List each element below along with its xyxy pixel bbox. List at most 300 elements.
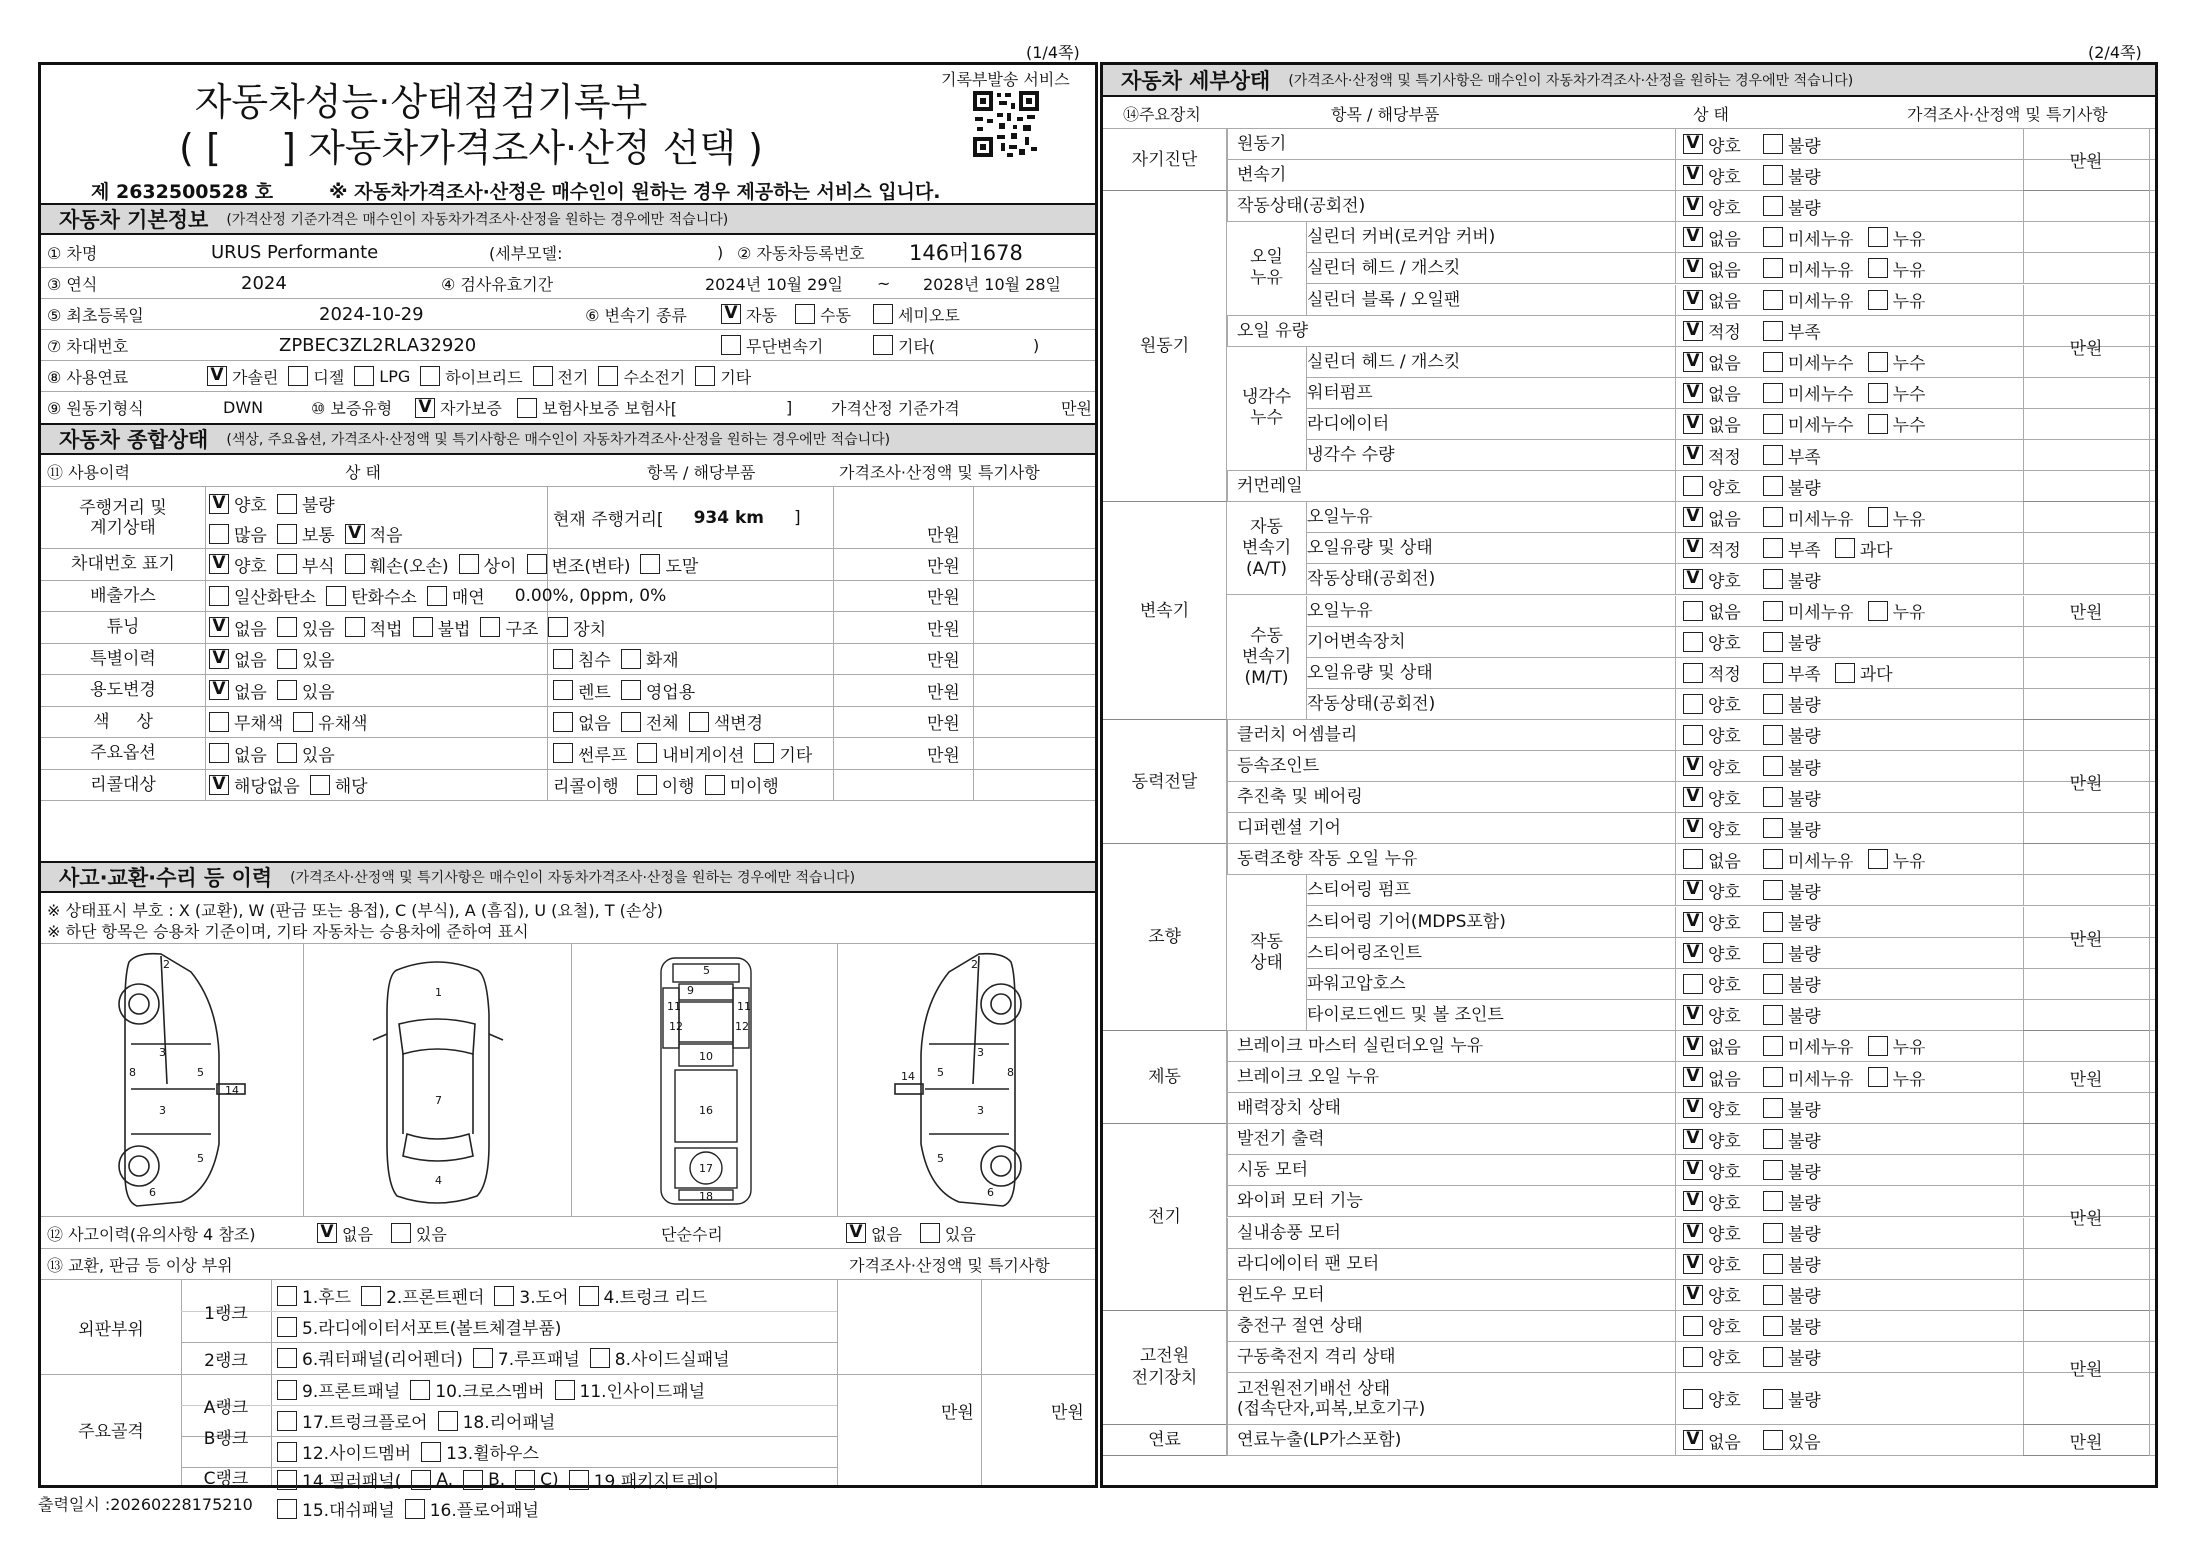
option-label: 2.프론트펜더 [386, 1288, 485, 1308]
overall-opt-1 [277, 615, 335, 640]
detail-opt-1-checkbox[interactable] [1763, 787, 1783, 807]
overall-opt-0 [209, 615, 267, 640]
overall-opt-1-checkbox[interactable] [277, 649, 297, 669]
fuel-6-checkbox[interactable] [695, 366, 715, 386]
detail-opt-1 [1763, 1313, 1821, 1338]
detail-opt-1-checkbox[interactable] [1763, 196, 1783, 216]
overall-opt-2-checkbox[interactable] [345, 554, 365, 574]
detail-opt-1-checkbox[interactable] [1763, 1430, 1783, 1450]
detail-opt-1-checkbox[interactable] [1763, 321, 1783, 341]
overall-opt-4-checkbox[interactable] [480, 617, 500, 637]
detail-opt-0-checkbox[interactable]: V [1683, 943, 1703, 963]
detail-opt-1-checkbox[interactable] [1763, 880, 1783, 900]
detail-opt-0-checkbox[interactable]: V [1683, 290, 1703, 310]
option-label: 없음 [1708, 229, 1741, 250]
detail-opt-0-checkbox[interactable] [1683, 1347, 1703, 1367]
frame-b-package-tray-checkbox[interactable] [569, 1470, 589, 1490]
detail-opt-0-checkbox[interactable] [1683, 1389, 1703, 1409]
detail-opt-1-checkbox[interactable] [1763, 818, 1783, 838]
option-label: 침수 [578, 651, 611, 672]
detail-opt-0-checkbox[interactable]: V [1683, 1254, 1703, 1274]
overall-item-0-checkbox[interactable] [553, 712, 573, 732]
frame-b-package-tray [569, 1467, 720, 1492]
outer-rank1-0-checkbox[interactable] [277, 1286, 297, 1306]
outer-rank2-2-checkbox[interactable] [590, 1348, 610, 1368]
detail-opt-1-checkbox[interactable] [1763, 290, 1783, 310]
option-label: 5.라디에이터서포트(볼트체결부품) [302, 1319, 562, 1339]
outer-rank1-1-checkbox[interactable] [361, 1286, 381, 1306]
detail-opt-0-checkbox[interactable]: V [1683, 1005, 1703, 1025]
overall-opt-0-checkbox[interactable] [209, 712, 229, 732]
checkbox-self-warranty[interactable]: V [415, 398, 435, 418]
detail-opt-0 [1683, 318, 1741, 343]
overall-opt-1-checkbox[interactable] [293, 712, 313, 732]
page-number-1: (1/4쪽) [1026, 43, 1080, 62]
frame-a2-1-checkbox[interactable] [438, 1411, 458, 1431]
option-label: 무채색 [234, 714, 284, 735]
svg-text:17: 17 [699, 1162, 713, 1175]
option-label: 양호 [1708, 758, 1741, 779]
outer-rank1b-0-checkbox[interactable] [277, 1317, 297, 1337]
overall-opt-0-checkbox[interactable]: V [209, 554, 229, 574]
meter-state-2-checkbox[interactable]: V [345, 524, 365, 544]
detail-opt-2-checkbox[interactable] [1868, 227, 1888, 247]
detail-opt-1-checkbox[interactable] [1763, 1036, 1783, 1056]
option-label: 17.트렁크플로어 [302, 1413, 428, 1433]
detail-opt-1-checkbox[interactable] [1763, 601, 1783, 621]
detail-opt-0-checkbox[interactable] [1683, 601, 1703, 621]
detail-opt-0-checkbox[interactable]: V [1683, 352, 1703, 372]
detail-opt-0-checkbox[interactable]: V [1683, 1223, 1703, 1243]
checkbox-simple-repair-yes[interactable] [920, 1223, 940, 1243]
detail-opt-2-checkbox[interactable] [1868, 383, 1888, 403]
meter-state-1-checkbox[interactable] [277, 524, 297, 544]
detail-opt-1-checkbox[interactable] [1763, 725, 1783, 745]
detail-opt-2-checkbox[interactable] [1868, 258, 1888, 278]
detail-opt-0-checkbox[interactable] [1683, 632, 1703, 652]
detail-opt-0-checkbox[interactable]: V [1683, 756, 1703, 776]
frame-b-pillar-checkbox[interactable] [277, 1470, 297, 1490]
detail-opt-0-checkbox[interactable]: V [1683, 507, 1703, 527]
detail-item: 실린더 헤드 / 개스킷 [1307, 351, 1461, 372]
detail-opt-0-checkbox[interactable] [1683, 694, 1703, 714]
detail-opt-2-checkbox[interactable] [1868, 352, 1888, 372]
detail-opt-1 [1763, 598, 1854, 623]
price-won: 만원 [927, 525, 960, 546]
option-label: 없음 [1708, 416, 1741, 437]
overall-opt-2-checkbox[interactable] [427, 586, 447, 606]
detail-opt-0-checkbox[interactable]: V [1683, 321, 1703, 341]
detail-row [1227, 907, 2155, 938]
overall-opt-1-checkbox[interactable] [277, 617, 297, 637]
detail-opt-0-checkbox[interactable]: V [1683, 1036, 1703, 1056]
option-label: 과다 [1859, 540, 1893, 561]
detail-opt-0-checkbox[interactable]: V [1683, 258, 1703, 278]
detail-opt-1-checkbox[interactable] [1763, 1285, 1783, 1305]
checkbox-cvt[interactable] [721, 335, 741, 355]
overall-row [41, 581, 1095, 613]
overall-item-2-checkbox[interactable] [689, 712, 709, 732]
detail-opt-1-checkbox[interactable] [1763, 1254, 1783, 1274]
detail-item: 충전구 절연 상태 [1237, 1315, 1363, 1336]
detail-opt-0-checkbox[interactable] [1683, 849, 1703, 869]
frame-b-pillar-0-checkbox[interactable] [411, 1470, 431, 1490]
option-label: 누수 [1892, 354, 1926, 375]
option-label: 불량 [1787, 1131, 1821, 1152]
overall-item-0-checkbox[interactable] [553, 649, 573, 669]
svg-text:5: 5 [937, 1066, 944, 1079]
detail-opt-1 [1763, 878, 1821, 903]
option-label: 양호 [1708, 571, 1741, 592]
detail-opt-1-checkbox[interactable] [1763, 414, 1783, 434]
detail-opt-0 [1683, 256, 1741, 281]
detail-opt-0-checkbox[interactable]: V [1683, 227, 1703, 247]
frame-c-1 [405, 1496, 539, 1521]
detail-opt-2 [1868, 598, 1926, 623]
detail-opt-0 [1683, 1313, 1741, 1338]
detail-opt-1-checkbox[interactable] [1763, 663, 1783, 683]
overall-opt-1 [277, 741, 335, 766]
checkbox-auto[interactable]: V [721, 304, 741, 324]
basic-row-5: ⑨ 원동기형식 DWN ⑩ 보증유형 V 자가보증 보험사보증 보험사[ ] 가격산정 기준가격 만원 [41, 392, 1095, 423]
overall-opt-1-checkbox[interactable] [277, 743, 297, 763]
overall-item-0-checkbox[interactable] [637, 775, 657, 795]
detail-row [1227, 285, 2155, 316]
car-top-diagram[interactable] [307, 944, 569, 1218]
detail-opt-0-checkbox[interactable] [1683, 725, 1703, 745]
option-label: 불량 [1787, 696, 1821, 717]
detail-opt-0 [1683, 1002, 1741, 1027]
car-diagram-area [41, 943, 1095, 1217]
detail-row [1227, 1249, 2155, 1280]
outer-rank2-0-checkbox[interactable] [277, 1348, 297, 1368]
svg-text:18: 18 [699, 1190, 713, 1203]
fuel-3-checkbox[interactable] [420, 366, 440, 386]
detail-opt-0-checkbox[interactable] [1683, 476, 1703, 496]
option-label: 유채색 [318, 714, 368, 735]
overall-label: 리콜대상 [90, 774, 156, 795]
outer-rank1-2 [494, 1283, 568, 1308]
overall-item-2-checkbox[interactable] [754, 743, 774, 763]
detail-opt-0-checkbox[interactable]: V [1683, 196, 1703, 216]
option-label: LPG [379, 366, 411, 386]
outer-rank1b-0 [277, 1314, 561, 1339]
overall-item-1-checkbox[interactable] [621, 649, 641, 669]
registration-number: 146머1678 [909, 241, 1023, 265]
checkbox-other-trans[interactable] [873, 335, 893, 355]
option-label: 양호 [1708, 1100, 1741, 1121]
detail-opt-1-checkbox[interactable] [1763, 1316, 1783, 1336]
overall-opt-0-checkbox[interactable] [209, 586, 229, 606]
detail-price-won: 만원 [2023, 129, 2149, 191]
overall-row [41, 549, 1095, 581]
detail-opt-0-checkbox[interactable]: V [1683, 383, 1703, 403]
detail-opt-0-checkbox[interactable]: V [1683, 880, 1703, 900]
outer-rank1-3-checkbox[interactable] [579, 1286, 599, 1306]
frame-b-0 [277, 1439, 411, 1464]
detail-opt-0-checkbox[interactable]: V [1683, 165, 1703, 185]
detail-opt-1-checkbox[interactable] [1763, 227, 1783, 247]
detail-opt-0-checkbox[interactable]: V [1683, 1191, 1703, 1211]
detail-opt-0 [1683, 1251, 1741, 1276]
detail-opt-2 [1868, 256, 1926, 281]
car-left-side-diagram[interactable] [41, 944, 303, 1218]
frame-a-2-checkbox[interactable] [555, 1380, 575, 1400]
transmission-type-label: ⑥ 변속기 종류 [585, 306, 687, 325]
svg-text:16: 16 [699, 1104, 713, 1117]
detail-opt-0 [1683, 722, 1741, 747]
car-frame-diagram[interactable] [575, 944, 837, 1218]
meter-state-0 [209, 521, 267, 546]
option-label: 불량 [1787, 820, 1821, 841]
detail-opt-1 [1763, 971, 1821, 996]
option-label: 11.인사이드패널 [579, 1382, 706, 1402]
option-label: 불량 [1787, 976, 1821, 997]
option-label: 양호 [1708, 945, 1741, 966]
qr-code-icon[interactable] [971, 89, 1041, 159]
overall-item-1-checkbox[interactable] [637, 743, 657, 763]
detail-opt-2-checkbox[interactable] [1868, 507, 1888, 527]
option-label: 누유 [1892, 851, 1926, 872]
detail-opt-0-checkbox[interactable] [1683, 1316, 1703, 1336]
detail-opt-1 [1763, 1386, 1821, 1411]
detail-opt-1-checkbox[interactable] [1763, 1223, 1783, 1243]
option-label: 불량 [1787, 136, 1821, 157]
checkbox-semiauto[interactable] [873, 304, 893, 324]
svg-text:5: 5 [703, 964, 710, 977]
detail-opt-2-checkbox[interactable] [1868, 290, 1888, 310]
overall-item-0-checkbox[interactable] [553, 680, 573, 700]
detail-opt-2-checkbox[interactable] [1835, 663, 1855, 683]
detail-opt-0-checkbox[interactable]: V [1683, 1430, 1703, 1450]
detail-opt-1-checkbox[interactable] [1763, 258, 1783, 278]
detail-price-won: 만원 [2023, 1311, 2149, 1425]
overall-opt-0 [209, 709, 283, 734]
detail-opt-1-checkbox[interactable] [1763, 476, 1783, 496]
overall-opt-2-checkbox[interactable] [345, 617, 365, 637]
detail-row [1227, 689, 2155, 720]
detail-opt-0-checkbox[interactable]: V [1683, 1067, 1703, 1087]
svg-text:2: 2 [971, 958, 978, 971]
detail-opt-2-checkbox[interactable] [1868, 601, 1888, 621]
detail-opt-1-checkbox[interactable] [1763, 1098, 1783, 1118]
detail-opt-2-checkbox[interactable] [1868, 849, 1888, 869]
detail-item: 시동 모터 [1237, 1160, 1309, 1181]
detail-opt-1 [1763, 1220, 1821, 1245]
detail-opt-1-checkbox[interactable] [1763, 756, 1783, 776]
detail-opt-0-checkbox[interactable]: V [1683, 787, 1703, 807]
overall-opt-0-checkbox[interactable] [209, 743, 229, 763]
fuel-1-checkbox[interactable] [288, 366, 308, 386]
option-label: 양호 [1708, 198, 1741, 219]
detail-opt-1-checkbox[interactable] [1763, 1067, 1783, 1087]
overall-opt-1-checkbox[interactable] [277, 554, 297, 574]
detail-opt-1-checkbox[interactable] [1763, 1005, 1783, 1025]
outer-rank2-1-checkbox[interactable] [473, 1348, 493, 1368]
overall-opt-5-checkbox[interactable] [548, 617, 568, 637]
overall-opt-3-checkbox[interactable] [459, 554, 479, 574]
overall-row [41, 612, 1095, 644]
overall-opt-1 [326, 583, 417, 608]
checkbox-manual[interactable] [795, 304, 815, 324]
detail-opt-1 [1763, 940, 1821, 965]
detail-opt-1-checkbox[interactable] [1763, 445, 1783, 465]
detail-opt-0 [1683, 225, 1741, 250]
detail-opt-0-checkbox[interactable] [1683, 974, 1703, 994]
option-label: 불량 [1787, 914, 1821, 935]
detail-opt-0-checkbox[interactable]: V [1683, 538, 1703, 558]
option-label: B. [488, 1469, 506, 1490]
frame-b-0-checkbox[interactable] [277, 1442, 297, 1462]
overall-opt-0-checkbox[interactable]: V [209, 775, 229, 795]
detail-opt-1-checkbox[interactable] [1763, 849, 1783, 869]
detail-opt-0 [1683, 411, 1741, 436]
fuel-2-checkbox[interactable] [354, 366, 374, 386]
overall-row [41, 707, 1095, 739]
overall-label: 용도변경 [90, 680, 156, 701]
detail-opt-0-checkbox[interactable]: V [1683, 818, 1703, 838]
overall-opt-0-checkbox[interactable]: V [209, 649, 229, 669]
detail-opt-0 [1683, 629, 1741, 654]
price-won: 만원 [927, 556, 960, 577]
detail-opt-2-checkbox[interactable] [1835, 538, 1855, 558]
overall-opt-0-checkbox[interactable]: V [209, 617, 229, 637]
detail-opt-1-checkbox[interactable] [1763, 912, 1783, 932]
overall-opt-5-checkbox[interactable] [640, 554, 660, 574]
detail-opt-0-checkbox[interactable]: V [1683, 445, 1703, 465]
meter-state-0-checkbox[interactable] [209, 524, 229, 544]
detail-opt-1-checkbox[interactable] [1763, 569, 1783, 589]
fuel-4-checkbox[interactable] [533, 366, 553, 386]
fuel-0-checkbox[interactable]: V [207, 366, 227, 386]
option-label: 전체 [645, 714, 679, 735]
svg-text:12: 12 [669, 1020, 683, 1033]
overall-opt-1-checkbox[interactable] [310, 775, 330, 795]
option-label: 불량 [1787, 1287, 1821, 1308]
detail-opt-1-checkbox[interactable] [1763, 1347, 1783, 1367]
frame-a-0-checkbox[interactable] [277, 1380, 297, 1400]
parts-head-row: ⑬ 교환, 판금 등 이상 부위 가격조사·산정액 및 특기사항 [41, 1249, 1095, 1280]
option-label: 미세누유 [1787, 603, 1854, 624]
mileage-state-0-checkbox[interactable]: V [209, 494, 229, 514]
detail-opt-0-checkbox[interactable]: V [1683, 1160, 1703, 1180]
detail-opt-0 [1683, 940, 1741, 965]
detail-opt-1-checkbox[interactable] [1763, 974, 1783, 994]
overall-item-1-checkbox[interactable] [621, 712, 641, 732]
option-label: 부족 [1787, 665, 1821, 686]
frame-b-1-checkbox[interactable] [421, 1442, 441, 1462]
checkbox-accident-yes[interactable] [391, 1223, 411, 1243]
detail-item: 변속기 [1237, 165, 1287, 186]
detail-opt-0-checkbox[interactable]: V [1683, 1098, 1703, 1118]
detail-opt-1-checkbox[interactable] [1763, 507, 1783, 527]
option-label: 양호 [1708, 882, 1741, 903]
frame-c-1-checkbox[interactable] [405, 1499, 425, 1519]
overall-opt-4-checkbox[interactable] [527, 554, 547, 574]
detail-opt-2-checkbox[interactable] [1868, 414, 1888, 434]
detail-group-label: 고전원 전기장치 [1103, 1311, 1227, 1425]
option-label: 양호 [1708, 1256, 1741, 1277]
option-label: 미이행 [729, 777, 779, 798]
detail-opt-0-checkbox[interactable]: V [1683, 1129, 1703, 1149]
detail-opt-1 [1763, 785, 1821, 810]
option-label: 양호 [1708, 789, 1741, 810]
detail-opt-2-checkbox[interactable] [1868, 1067, 1888, 1087]
detail-opt-2-checkbox[interactable] [1868, 1036, 1888, 1056]
record-number: 제 2632500528 호 [91, 181, 274, 203]
detail-opt-2 [1868, 505, 1926, 530]
detail-opt-1-checkbox[interactable] [1763, 352, 1783, 372]
frame-a2-0-checkbox[interactable] [277, 1411, 297, 1431]
accident-header: 사고·교환·수리 등 이력 (가격조사·산정액 및 특기사항은 매수인이 자동차가격조사·산정을 원하는 경우에만 적습니다) [41, 861, 1095, 893]
detail-opt-1-checkbox[interactable] [1763, 1160, 1783, 1180]
frame-c-0-checkbox[interactable] [277, 1499, 297, 1519]
detail-opt-0-checkbox[interactable]: V [1683, 134, 1703, 154]
detail-opt-1 [1763, 318, 1821, 343]
detail-opt-1-checkbox[interactable] [1763, 1129, 1783, 1149]
option-label: 19.패키지트레이 [593, 1472, 720, 1492]
option-label: 렌트 [578, 682, 611, 703]
overall-item-0-checkbox[interactable] [553, 743, 573, 763]
checkbox-accident-none[interactable]: V [317, 1223, 337, 1243]
detail-opt-0-checkbox[interactable]: V [1683, 912, 1703, 932]
overall-opt-0-checkbox[interactable]: V [209, 680, 229, 700]
detail-opt-0-checkbox[interactable]: V [1683, 414, 1703, 434]
detail-item: 작동상태(공회전) [1307, 693, 1436, 714]
fuel-5-checkbox[interactable] [598, 366, 618, 386]
option-label: 없음 [1708, 1038, 1741, 1059]
detail-opt-1-checkbox[interactable] [1763, 632, 1783, 652]
option-label: 없음 [1708, 851, 1741, 872]
detail-opt-0-checkbox[interactable] [1683, 663, 1703, 683]
outer-rank1-2-checkbox[interactable] [494, 1286, 514, 1306]
option-label: 있음 [1787, 1432, 1821, 1453]
overall-opt-0 [209, 678, 267, 703]
overall-opt-1-checkbox[interactable] [326, 586, 346, 606]
detail-opt-1-checkbox[interactable] [1763, 538, 1783, 558]
page-number-2: (2/4쪽) [2088, 43, 2142, 62]
overall-opt-1-checkbox[interactable] [277, 680, 297, 700]
detail-row [1227, 1218, 2155, 1249]
option-label: 10.크로스멤버 [435, 1382, 545, 1402]
overall-item-0 [553, 678, 611, 703]
frame-b-pillar-1-checkbox[interactable] [463, 1470, 483, 1490]
detail-opt-1-checkbox[interactable] [1763, 943, 1783, 963]
detail-opt-1-checkbox[interactable] [1763, 134, 1783, 154]
detail-opt-0-checkbox[interactable]: V [1683, 1285, 1703, 1305]
car-right-side-diagram[interactable] [841, 944, 1095, 1218]
detail-opt-1-checkbox[interactable] [1763, 1389, 1783, 1409]
detail-colheads: ⑭주요장치 항목 / 해당부품 상 태 가격조사·산정액 및 특기사항 [1103, 99, 2155, 129]
checkbox-insurer-warranty[interactable] [517, 398, 537, 418]
detail-opt-1-checkbox[interactable] [1763, 694, 1783, 714]
overall-item-1-checkbox[interactable] [621, 680, 641, 700]
detail-price-won: 만원 [2023, 1124, 2149, 1311]
checkbox-simple-repair-none[interactable]: V [846, 1223, 866, 1243]
mileage-state-1-checkbox[interactable] [277, 494, 297, 514]
option-label: 탄화수소 [351, 588, 417, 609]
detail-opt-1-checkbox[interactable] [1763, 383, 1783, 403]
detail-opt-1-checkbox[interactable] [1763, 1191, 1783, 1211]
option-label: 13.휠하우스 [446, 1444, 539, 1464]
frame-b-pillar-2-checkbox[interactable] [515, 1470, 535, 1490]
overall-opt-3-checkbox[interactable] [413, 617, 433, 637]
frame-a-1-checkbox[interactable] [410, 1380, 430, 1400]
detail-opt-1-checkbox[interactable] [1763, 165, 1783, 185]
detail-opt-0-checkbox[interactable]: V [1683, 569, 1703, 589]
overall-item-1-checkbox[interactable] [705, 775, 725, 795]
overall-opt-0 [209, 772, 300, 797]
